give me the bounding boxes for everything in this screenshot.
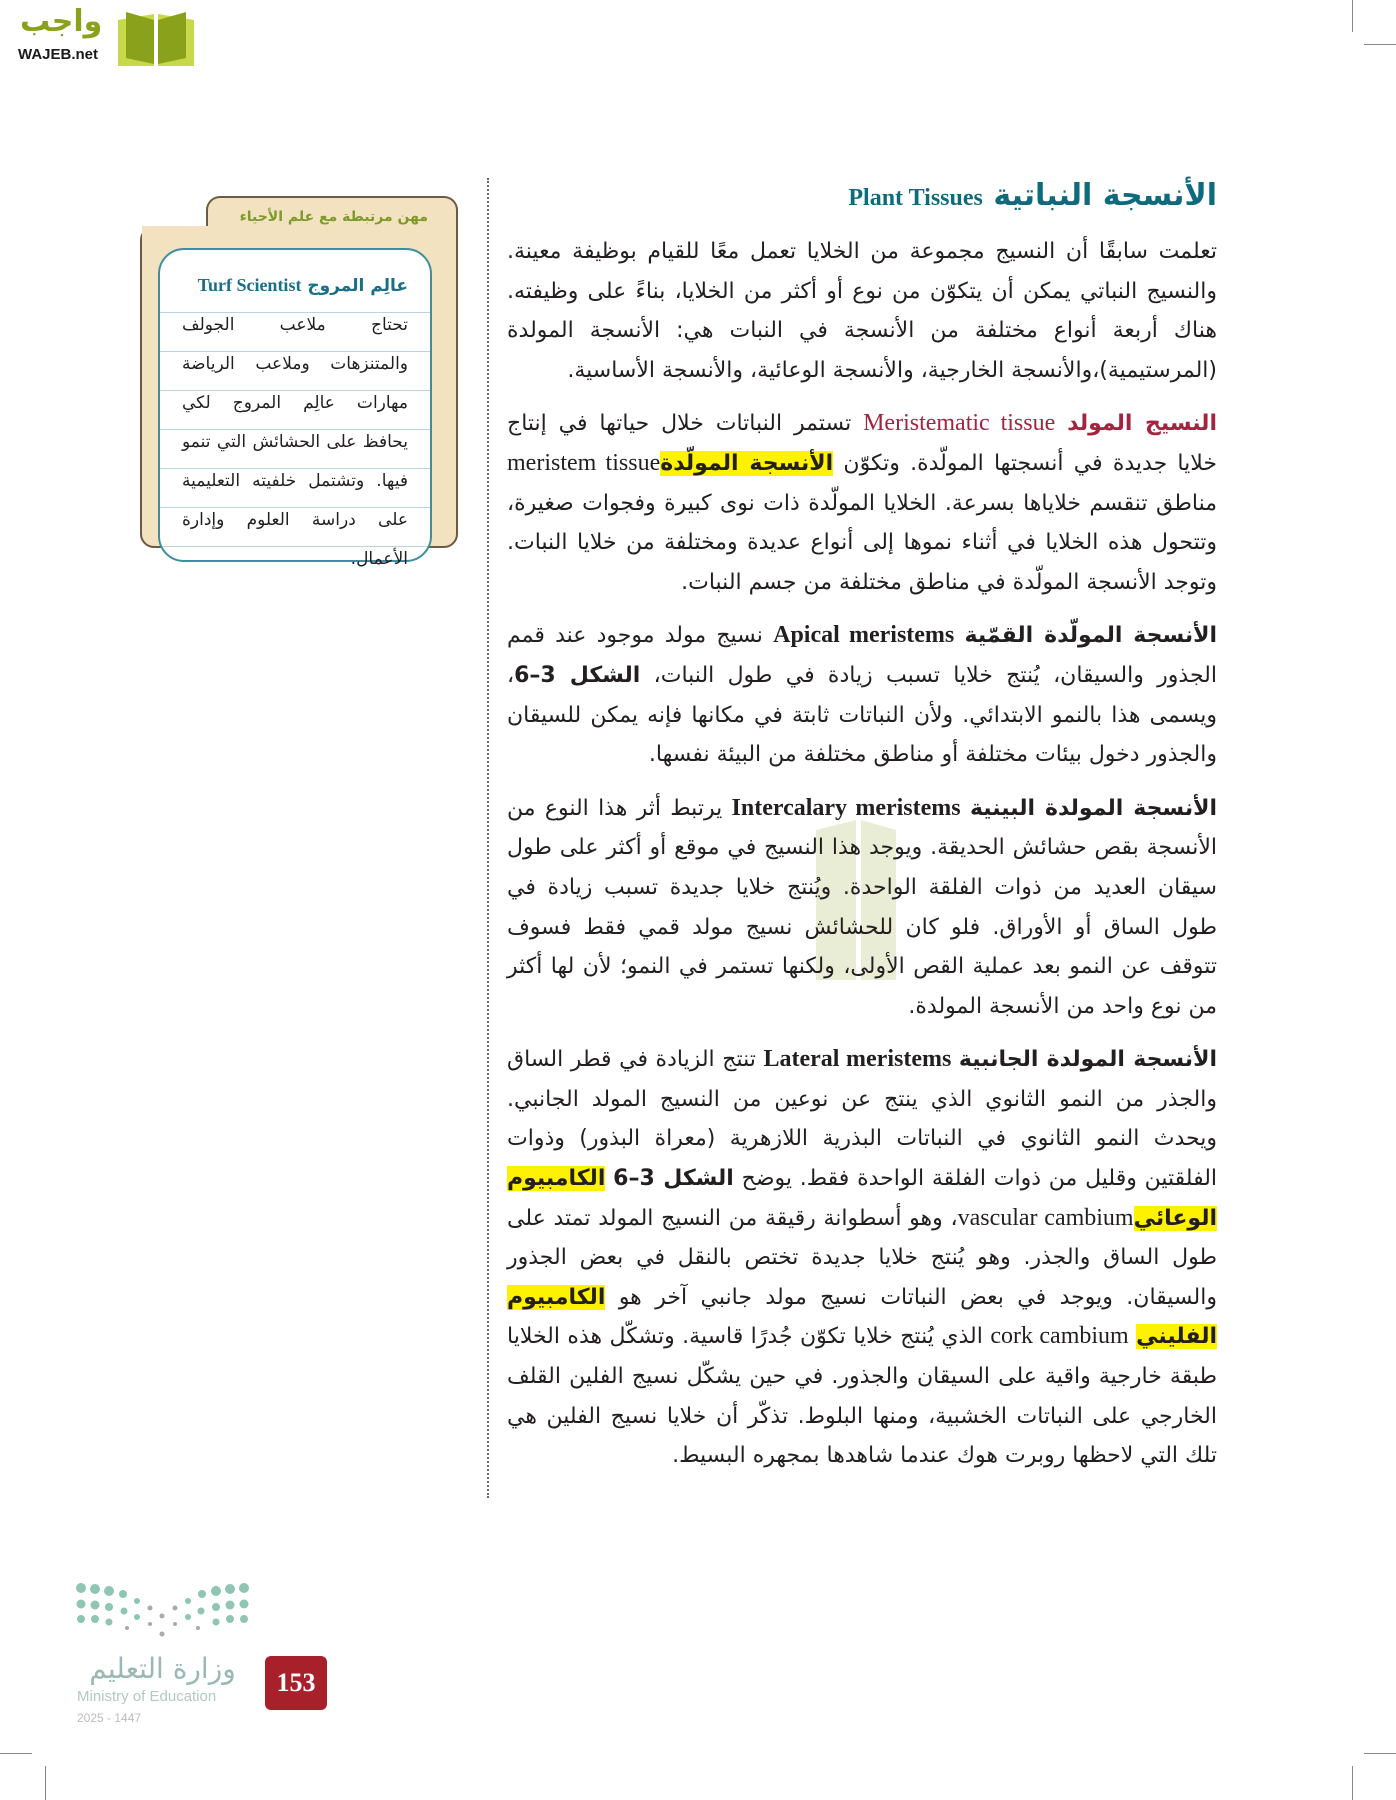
career-title-en: Turf Scientist <box>197 275 302 295</box>
paragraph-text: الذي يُنتج خلايا تكوّن جُدرًا قاسية. وتشكّل هذه الخلايا طبقة خارجية واقية على السيقان والجذور. في حين يشكّل نسيج الفلين القلف الخارجي على النباتات الخشبية، ومنها البلوط. تذكّر أن خلايا نسيج الفلين هي تلك التي لاحظها روبرت هوك عندما شاهدها بمجهره البسيط. <box>507 1324 1217 1469</box>
highlighted-term: الأنسجة المولّدة <box>660 450 834 476</box>
career-title <box>182 266 408 306</box>
paragraph-text: تستمر النباتات خلال حياتها في إنتاج خلايا جديدة في أنسجتها المولّدة. وتكوّن <box>507 411 1217 476</box>
wajeb-logo[interactable] <box>8 4 198 70</box>
crop-mark <box>1352 0 1353 32</box>
career-title-ar: عالِم المروج <box>307 276 408 296</box>
term-en: cork cambium <box>990 1323 1129 1350</box>
term-heading-ar: الأنسجة المولّدة القمّية <box>964 623 1218 649</box>
column-divider <box>487 178 489 1498</box>
logo-arabic: واجب <box>20 4 103 39</box>
paragraph-text: نسيج مولد موجود عند قمم الجذور والسيقان، يُنتج خلايا تسبب زيادة في طول النبات، <box>507 623 1217 688</box>
section-title <box>507 176 1217 218</box>
ministry-logo-dots-icon <box>75 1580 250 1650</box>
career-card <box>158 248 432 569</box>
logo-latin: WAJEB.net <box>18 46 99 63</box>
highlighted-term: الكامبيوم الفليني <box>507 1284 1218 1350</box>
ministry-footer <box>75 1580 335 1730</box>
paragraph-text: ، وهو أسطوانة رقيقة من النسيج المولد تمتد على طول الساق والجذر. وهو يُنتج خلايا جديدة تختص بالنقل في بعض الجذور والسيقان. ويوجد في بعض النباتات نسيج مولد جانبي آخر هو <box>507 1205 1217 1310</box>
term-en: vascular cambium <box>957 1204 1134 1231</box>
section-title-ar: الأنسجة النباتية <box>993 178 1217 213</box>
term-en: meristem tissue <box>507 449 661 476</box>
intercalary-paragraph <box>507 789 1217 1027</box>
section-title-en: Plant Tissues <box>848 185 983 211</box>
meristematic-paragraph <box>507 404 1217 602</box>
crop-mark <box>1364 44 1396 45</box>
term-heading-en: Meristematic tissue <box>863 410 1056 437</box>
paragraph-text: تنتج الزيادة في قطر الساق والجذر من النمو الثانوي الذي ينتج عن نوعين من النسيج المولد الجانبي. ويحدث النمو الثانوي في النباتات البذرية اللازهرية (معراة البذور) وذوات الفلقتين وقليل من ذوات الفلقة الواحدة فقط. يوضح <box>507 1047 1218 1192</box>
sidebar-label: مهن مرتبطة مع علم الأحياء <box>239 209 428 225</box>
ministry-name-ar: وزارة التعليم <box>89 1652 236 1685</box>
careers-sidebar <box>140 196 456 569</box>
ministry-name-en: Ministry of Education <box>77 1688 217 1705</box>
term-heading-en: Apical meristems <box>773 622 955 649</box>
figure-reference[interactable]: الشكل 3–6 <box>613 1166 734 1192</box>
crop-mark <box>45 1766 46 1800</box>
paragraph-text: ، ويسمى هذا بالنمو الابتدائي. ولأن النباتات ثابتة في مكانها فإنه يمكن للسيقان والجذور دخول بيئات مختلفة أو مناطق مختلفة من البيئة نفسها. <box>507 662 1217 768</box>
highlighted-term: الكامبيوم الوعائي <box>507 1166 1217 1231</box>
edition-year: 2025 - 1447 <box>77 1711 142 1725</box>
main-content <box>507 176 1217 1490</box>
term-heading-en: Lateral meristems <box>763 1046 952 1073</box>
term-heading-ar: النسيج المولد <box>1067 411 1217 437</box>
intro-paragraph: تعلمت سابقًا أن النسيج مجموعة من الخلايا تعمل معًا للقيام بوظيفة معينة. والنسيج النباتي يمكن أن يتكوّن من نوع أو أكثر من الخلايا، بناءً على وظيفته. هناك أربعة أنواع مختلفة من الأنسجة في النبات هي: الأنسجة المولدة (المرستيمية)،والأنسجة الخارجية، والأنسجة الوعائية، والأنسجة الأساسية. <box>507 239 1217 383</box>
page-number: 153 <box>265 1656 327 1710</box>
crop-mark <box>1364 1753 1396 1754</box>
figure-reference[interactable]: الشكل 3–6 <box>514 662 641 688</box>
crop-mark <box>0 1753 32 1754</box>
sidebar-folder-join <box>142 226 454 250</box>
term-heading-en: Intercalary meristems <box>731 794 961 821</box>
lateral-paragraph <box>507 1040 1217 1476</box>
paragraph-text: مناطق تنقسم خلاياها بسرعة. الخلايا المولّدة ذات نوى كبيرة وفجوات صغيرة، وتتحول هذه الخلايا في أثناء نموها إلى أنواع عديدة ومختلفة من خلايا النبات. وتوجد الأنسجة المولّدة في مناطق مختلفة من جسم النبات. <box>507 490 1217 595</box>
book-icon <box>116 8 196 68</box>
term-heading-ar: الأنسجة المولدة الجانبية <box>958 1047 1217 1073</box>
term-heading-ar: الأنسجة المولدة البينية <box>969 795 1217 821</box>
paragraph-text <box>605 1166 613 1191</box>
apical-paragraph <box>507 616 1217 774</box>
crop-mark <box>1352 1766 1353 1800</box>
paragraph-text: يرتبط أثر هذا النوع من الأنسجة بقص حشائش الحديقة. ويوجد هذا النسيج في موقع أو أكثر على طول سيقان العديد من ذوات الفلقة الواحدة. ويُنتج خلايا جديدة تسبب زيادة في طول الساق أو الأوراق. فلو كان للحشائش نسيج مولد قمي فقط فسوف تتوقف عن النمو بعد عملية القص الأولى، ولكنها تستمر في النمو؛ لأن لها أكثر من نوع واحد من الأنسجة المولدة. <box>507 795 1217 1019</box>
career-description: تحتاج ملاعب الجولف والمتنزهات وملاعب الرياضة مهارات عالِم المروج لكي يحافظ على الحشائش التي تنمو فيها. وتشتمل خلفيته التعليمية على دراسة العلوم وإدارة الأعمال. <box>182 315 408 569</box>
